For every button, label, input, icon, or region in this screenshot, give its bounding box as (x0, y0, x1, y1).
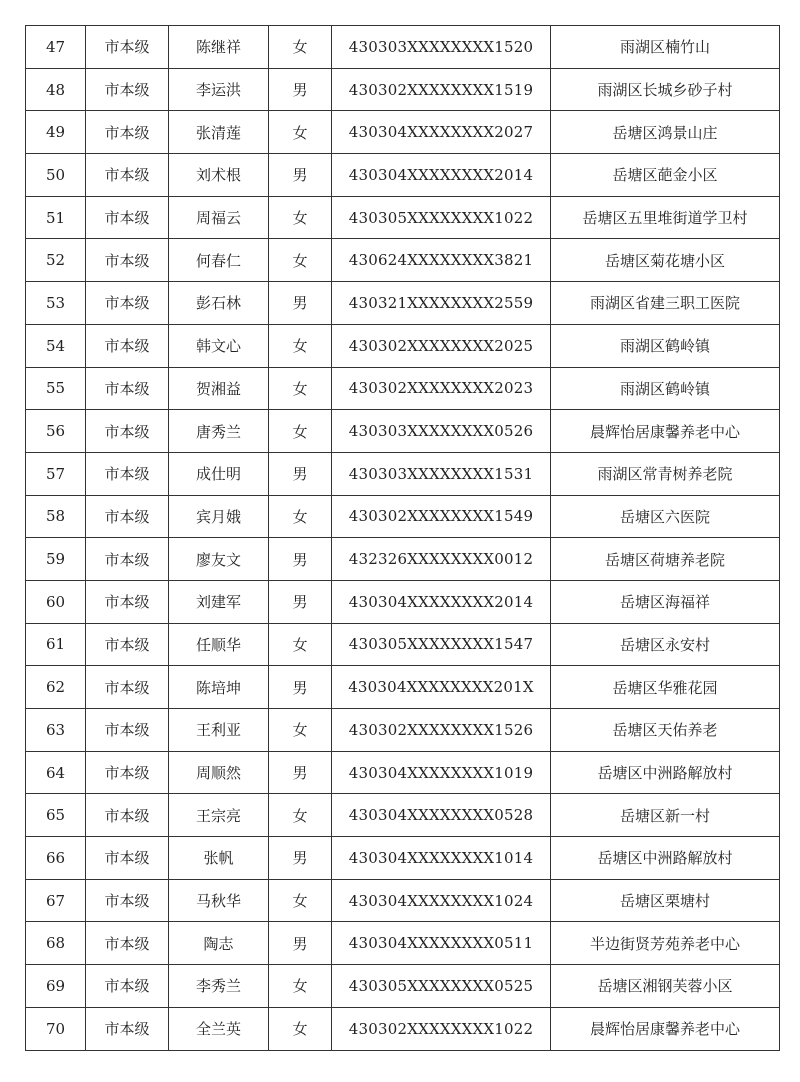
cell-id-number: 430624XXXXXXXX3821 (332, 239, 551, 282)
table-row (26, 452, 780, 495)
cell-id-number: 430302XXXXXXXX1519 (332, 68, 551, 111)
table-row (26, 26, 780, 69)
cell-admin-level: 市本级 (86, 580, 169, 623)
cell-address: 雨湖区鹤岭镇 (551, 367, 780, 410)
cell-person-name: 王利亚 (169, 709, 269, 752)
cell-admin-level: 市本级 (86, 837, 169, 880)
cell-id-number: 430303XXXXXXXX0526 (332, 410, 551, 453)
cell-address: 半边街贤芳苑养老中心 (551, 922, 780, 965)
roster-table (25, 25, 780, 1051)
cell-gender: 女 (269, 879, 332, 922)
cell-admin-level: 市本级 (86, 324, 169, 367)
cell-gender: 女 (269, 196, 332, 239)
cell-gender: 女 (269, 410, 332, 453)
cell-gender: 男 (269, 282, 332, 325)
cell-admin-level: 市本级 (86, 538, 169, 581)
cell-id-number: 432326XXXXXXXX0012 (332, 538, 551, 581)
cell-id-number: 430304XXXXXXXX1014 (332, 837, 551, 880)
cell-admin-level: 市本级 (86, 282, 169, 325)
cell-row-number: 68 (26, 922, 86, 965)
table-row (26, 367, 780, 410)
cell-address: 岳塘区鸿景山庄 (551, 111, 780, 154)
cell-id-number: 430302XXXXXXXX1549 (332, 495, 551, 538)
cell-person-name: 全兰英 (169, 1007, 269, 1050)
cell-address: 岳塘区湘钢芙蓉小区 (551, 965, 780, 1008)
table-row (26, 495, 780, 538)
cell-person-name: 周福云 (169, 196, 269, 239)
cell-admin-level: 市本级 (86, 239, 169, 282)
cell-address: 晨辉怡居康馨养老中心 (551, 1007, 780, 1050)
cell-gender: 女 (269, 26, 332, 69)
cell-gender: 女 (269, 965, 332, 1008)
cell-person-name: 刘术根 (169, 154, 269, 197)
cell-admin-level: 市本级 (86, 1007, 169, 1050)
cell-gender: 男 (269, 452, 332, 495)
cell-row-number: 56 (26, 410, 86, 453)
cell-address: 岳塘区六医院 (551, 495, 780, 538)
table-row (26, 538, 780, 581)
cell-person-name: 张清莲 (169, 111, 269, 154)
cell-admin-level: 市本级 (86, 111, 169, 154)
table-row (26, 965, 780, 1008)
table-row (26, 666, 780, 709)
cell-id-number: 430302XXXXXXXX2025 (332, 324, 551, 367)
table-row (26, 1007, 780, 1050)
cell-person-name: 唐秀兰 (169, 410, 269, 453)
table-row (26, 879, 780, 922)
cell-address: 岳塘区新一村 (551, 794, 780, 837)
cell-admin-level: 市本级 (86, 495, 169, 538)
cell-gender: 女 (269, 324, 332, 367)
cell-row-number: 54 (26, 324, 86, 367)
cell-gender: 女 (269, 367, 332, 410)
cell-address: 雨湖区省建三职工医院 (551, 282, 780, 325)
cell-row-number: 65 (26, 794, 86, 837)
cell-row-number: 62 (26, 666, 86, 709)
cell-person-name: 彭石林 (169, 282, 269, 325)
cell-gender: 男 (269, 538, 332, 581)
cell-gender: 女 (269, 239, 332, 282)
cell-row-number: 48 (26, 68, 86, 111)
cell-address: 岳塘区栗塘村 (551, 879, 780, 922)
cell-person-name: 周顺然 (169, 751, 269, 794)
cell-row-number: 67 (26, 879, 86, 922)
cell-gender: 男 (269, 922, 332, 965)
roster-body (26, 26, 780, 1051)
cell-id-number: 430304XXXXXXXX201X (332, 666, 551, 709)
cell-address: 雨湖区楠竹山 (551, 26, 780, 69)
cell-person-name: 陈培坤 (169, 666, 269, 709)
cell-admin-level: 市本级 (86, 196, 169, 239)
cell-address: 岳塘区海福祥 (551, 580, 780, 623)
cell-person-name: 李秀兰 (169, 965, 269, 1008)
cell-row-number: 52 (26, 239, 86, 282)
cell-id-number: 430304XXXXXXXX0528 (332, 794, 551, 837)
cell-row-number: 66 (26, 837, 86, 880)
cell-gender: 男 (269, 666, 332, 709)
cell-admin-level: 市本级 (86, 751, 169, 794)
table-row (26, 922, 780, 965)
cell-row-number: 70 (26, 1007, 86, 1050)
cell-admin-level: 市本级 (86, 794, 169, 837)
cell-id-number: 430304XXXXXXXX0511 (332, 922, 551, 965)
cell-person-name: 宾月娥 (169, 495, 269, 538)
cell-address: 岳塘区荷塘养老院 (551, 538, 780, 581)
cell-row-number: 51 (26, 196, 86, 239)
cell-admin-level: 市本级 (86, 26, 169, 69)
cell-gender: 男 (269, 837, 332, 880)
cell-admin-level: 市本级 (86, 367, 169, 410)
cell-address: 岳塘区中洲路解放村 (551, 837, 780, 880)
cell-id-number: 430303XXXXXXXX1520 (332, 26, 551, 69)
cell-person-name: 廖友文 (169, 538, 269, 581)
cell-row-number: 47 (26, 26, 86, 69)
cell-admin-level: 市本级 (86, 965, 169, 1008)
cell-id-number: 430302XXXXXXXX2023 (332, 367, 551, 410)
cell-address: 岳塘区五里堆街道学卫村 (551, 196, 780, 239)
cell-gender: 男 (269, 751, 332, 794)
cell-address: 岳塘区葩金小区 (551, 154, 780, 197)
table-row (26, 794, 780, 837)
table-row (26, 580, 780, 623)
table-row (26, 709, 780, 752)
cell-row-number: 53 (26, 282, 86, 325)
cell-gender: 男 (269, 580, 332, 623)
cell-admin-level: 市本级 (86, 666, 169, 709)
cell-id-number: 430302XXXXXXXX1526 (332, 709, 551, 752)
table-row (26, 410, 780, 453)
cell-gender: 男 (269, 68, 332, 111)
cell-person-name: 李运洪 (169, 68, 269, 111)
cell-admin-level: 市本级 (86, 922, 169, 965)
cell-address: 岳塘区中洲路解放村 (551, 751, 780, 794)
table-row (26, 324, 780, 367)
cell-person-name: 刘建军 (169, 580, 269, 623)
cell-person-name: 马秋华 (169, 879, 269, 922)
cell-id-number: 430304XXXXXXXX2027 (332, 111, 551, 154)
cell-person-name: 韩文心 (169, 324, 269, 367)
cell-admin-level: 市本级 (86, 879, 169, 922)
cell-gender: 女 (269, 111, 332, 154)
table-row (26, 751, 780, 794)
table-row (26, 837, 780, 880)
cell-row-number: 63 (26, 709, 86, 752)
cell-address: 雨湖区常青树养老院 (551, 452, 780, 495)
cell-address: 岳塘区天佑养老 (551, 709, 780, 752)
cell-person-name: 成仕明 (169, 452, 269, 495)
cell-id-number: 430305XXXXXXXX1022 (332, 196, 551, 239)
cell-admin-level: 市本级 (86, 709, 169, 752)
cell-person-name: 张帆 (169, 837, 269, 880)
table-row (26, 239, 780, 282)
cell-row-number: 60 (26, 580, 86, 623)
cell-id-number: 430305XXXXXXXX1547 (332, 623, 551, 666)
cell-address: 岳塘区华雅花园 (551, 666, 780, 709)
cell-person-name: 陈继祥 (169, 26, 269, 69)
cell-admin-level: 市本级 (86, 68, 169, 111)
cell-row-number: 61 (26, 623, 86, 666)
cell-id-number: 430304XXXXXXXX2014 (332, 154, 551, 197)
cell-address: 晨辉怡居康馨养老中心 (551, 410, 780, 453)
table-row (26, 68, 780, 111)
cell-gender: 女 (269, 623, 332, 666)
table-row (26, 282, 780, 325)
cell-gender: 女 (269, 495, 332, 538)
cell-admin-level: 市本级 (86, 623, 169, 666)
table-row (26, 623, 780, 666)
cell-person-name: 陶志 (169, 922, 269, 965)
cell-person-name: 任顺华 (169, 623, 269, 666)
cell-person-name: 何春仁 (169, 239, 269, 282)
cell-id-number: 430302XXXXXXXX1022 (332, 1007, 551, 1050)
cell-person-name: 贺湘益 (169, 367, 269, 410)
cell-row-number: 49 (26, 111, 86, 154)
cell-person-name: 王宗亮 (169, 794, 269, 837)
cell-row-number: 50 (26, 154, 86, 197)
cell-address: 雨湖区长城乡砂子村 (551, 68, 780, 111)
table-row (26, 154, 780, 197)
cell-id-number: 430321XXXXXXXX2559 (332, 282, 551, 325)
cell-id-number: 430305XXXXXXXX0525 (332, 965, 551, 1008)
cell-gender: 女 (269, 1007, 332, 1050)
cell-gender: 女 (269, 709, 332, 752)
cell-row-number: 64 (26, 751, 86, 794)
table-row (26, 196, 780, 239)
cell-row-number: 58 (26, 495, 86, 538)
cell-address: 岳塘区菊花塘小区 (551, 239, 780, 282)
cell-admin-level: 市本级 (86, 452, 169, 495)
cell-id-number: 430304XXXXXXXX1024 (332, 879, 551, 922)
cell-id-number: 430303XXXXXXXX1531 (332, 452, 551, 495)
table-row (26, 111, 780, 154)
cell-row-number: 55 (26, 367, 86, 410)
cell-admin-level: 市本级 (86, 410, 169, 453)
cell-gender: 男 (269, 154, 332, 197)
cell-id-number: 430304XXXXXXXX2014 (332, 580, 551, 623)
cell-gender: 女 (269, 794, 332, 837)
cell-row-number: 69 (26, 965, 86, 1008)
cell-row-number: 59 (26, 538, 86, 581)
cell-row-number: 57 (26, 452, 86, 495)
cell-address: 岳塘区永安村 (551, 623, 780, 666)
cell-id-number: 430304XXXXXXXX1019 (332, 751, 551, 794)
cell-address: 雨湖区鹤岭镇 (551, 324, 780, 367)
cell-admin-level: 市本级 (86, 154, 169, 197)
